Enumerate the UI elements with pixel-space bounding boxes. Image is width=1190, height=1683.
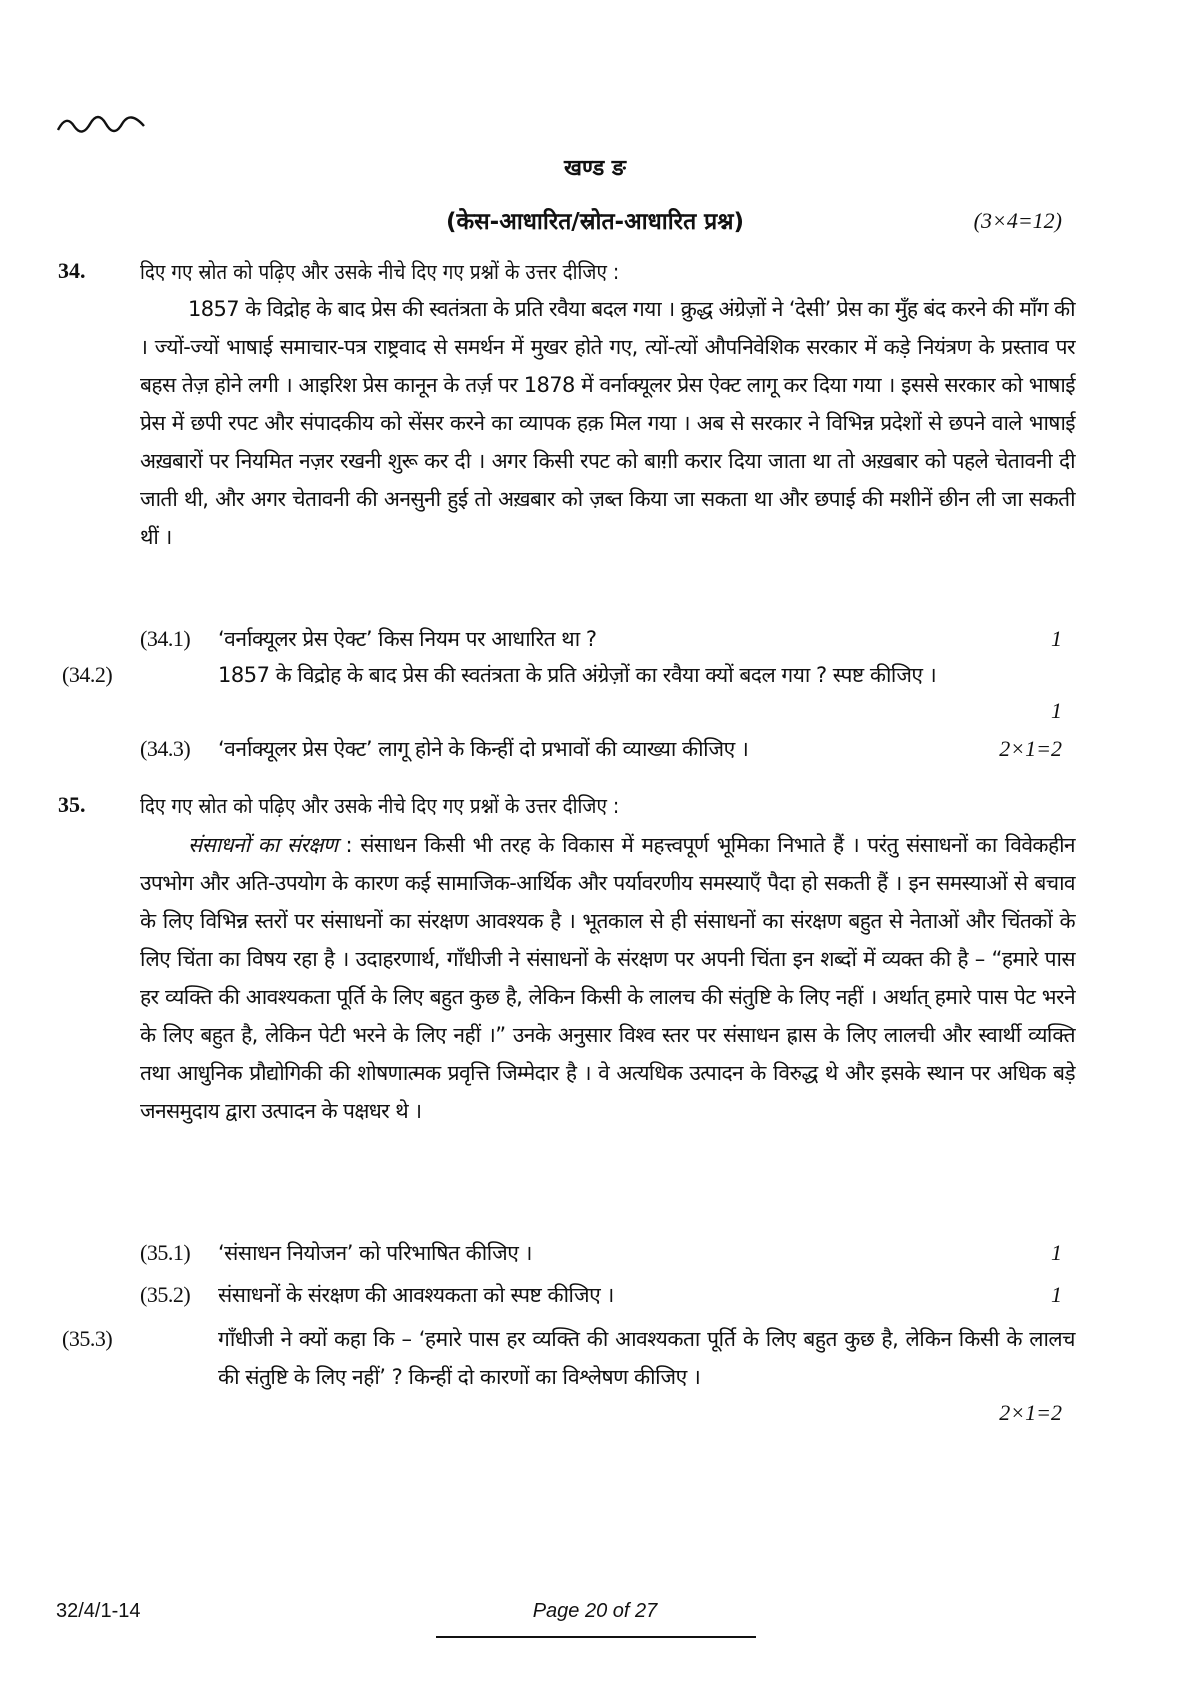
subquestion-text: संसाधनों के संरक्षण की आवश्यकता को स्पष्ट कीजिए । bbox=[218, 1283, 614, 1307]
subquestion-label: (35.1) bbox=[140, 1240, 191, 1265]
question-instruction: दिए गए स्रोत को पढ़िए और उसके नीचे दिए गए प्रश्नों के उत्तर दीजिए : bbox=[140, 260, 620, 284]
marks: 1 bbox=[1051, 1240, 1062, 1265]
subquestion-text: ‘वर्नाक्यूलर प्रेस ऐक्ट’ लागू होने के किन्हीं दो प्रभावों की व्याख्या कीजिए । bbox=[218, 737, 749, 761]
subquestion-label: (34.2) bbox=[62, 662, 113, 687]
marks: 1 bbox=[1051, 1282, 1062, 1307]
subquestion bbox=[62, 656, 1075, 694]
subquestion-text: गाँधीजी ने क्यों कहा कि – ‘हमारे पास हर व्यक्ति की आवश्यकता पूर्ति के लिए बहुत कुछ है, लेकिन किसी के लालच की संतुष्टि के लिए नहीं’ ? किन्हीं दो कारणों का विश्लेषण कीजिए । bbox=[218, 1327, 1075, 1389]
section-subtitle: (केस-आधारित/स्रोत-आधारित प्रश्न) bbox=[445, 209, 745, 235]
marks: 2×1=2 bbox=[999, 1400, 1062, 1425]
passage-text: : संसाधन किसी भी तरह के विकास में महत्त्वपूर्ण भूमिका निभाते हैं । परंतु संसाधनों का विवेकहीन उपभोग और अति-उपयोग के कारण कई सामाजिक-आर्थिक और पर्यावरणीय समस्याएँ पैदा हो सकती हैं । इन समस्याओं से बचाव के लिए विभिन्न स्तरों पर संसाधनों का संरक्षण आवश्यक है । भूतकाल से ही संसाधनों का संरक्षण बहुत से नेताओं और चिंतकों के लिए चिंता का विषय रहा है । उदाहरणार्थ, गाँधीजी ने संसाधनों के संरक्षण पर अपनी चिंता इन शब्दों में व्यक्त की है – “हमारे पास हर व्यक्ति की आवश्यकता पूर्ति के लिए बहुत कुछ है, लेकिन किसी के लालच की संतुष्टि के लिए नहीं । अर्थात् हमारे पास पेट भरने के लिए बहुत है, लेकिन पेटी भरने के लिए नहीं ।” उनके अनुसार विश्व स्तर पर संसाधन ह्रास के लिए लालची और स्वार्थी व्यक्ति तथा आधुनिक प्रौद्योगिकी की शोषणात्मक प्रवृत्ति जिम्मेदार है । वे अत्यधिक उत्पादन के विरुद्ध थे और इसके स्थान पर अधिक बड़े जनसमुदाय द्वारा उत्पादन के पक्षधर थे । bbox=[140, 833, 1075, 1123]
question-number: 35. bbox=[58, 792, 86, 817]
wave-icon bbox=[56, 112, 146, 138]
marks: 1 bbox=[1051, 626, 1062, 651]
passage-text: 1857 के विद्रोह के बाद प्रेस की स्वतंत्रता के प्रति रवैया बदल गया । क्रुद्ध अंग्रेज़ों ने ‘देसी’ प्रेस का मुँह बंद करने की माँग की । ज्यों-ज्यों भाषाई समाचार-पत्र राष्ट्रवाद से समर्थन में मुखर होते गए, त्यों-त्यों औपनिवेशिक सरकार में कड़े नियंत्रण के प्रस्ताव पर बहस तेज़ होने लगी । आइरिश प्रेस कानून के तर्ज़ पर 1878 में वर्नाक्यूलर प्रेस ऐक्ट लागू कर दिया गया । इससे सरकार को भाषाई प्रेस में छपी रपट और संपादकीय को सेंसर करने का व्यापक हक़ मिल गया । अब से सरकार ने विभिन्न प्रदेशों से छपने वाले भाषाई अख़बारों पर नियमित नज़र रखनी शुरू कर दी । अगर किसी रपट को बाग़ी करार दिया जाता था तो अख़बार को पहले चेतावनी दी जाती थी, और अगर चेतावनी की अनसुनी हुई तो अख़बार को ज़ब्त किया जा सकता था और छपाई की मशीनें छीन ली जा सकती थीं । bbox=[140, 297, 1075, 549]
question-number: 34. bbox=[58, 258, 86, 283]
paper-code: 32/4/1-14 bbox=[56, 1600, 141, 1622]
footer-divider bbox=[436, 1636, 756, 1638]
section-marks: (3×4=12) bbox=[973, 208, 1062, 233]
subquestion-label: (34.3) bbox=[140, 736, 191, 761]
question-instruction: दिए गए स्रोत को पढ़िए और उसके नीचे दिए गए प्रश्नों के उत्तर दीजिए : bbox=[140, 794, 620, 818]
subquestion bbox=[140, 1234, 1075, 1272]
subquestion bbox=[62, 1320, 1075, 1396]
subquestion-label: (35.3) bbox=[62, 1326, 113, 1351]
marks: 1 bbox=[1051, 698, 1062, 723]
section-title: खण्ड ङ bbox=[564, 156, 626, 181]
subquestion-label: (35.2) bbox=[140, 1282, 191, 1307]
subquestion-text: 1857 के विद्रोह के बाद प्रेस की स्वतंत्रता के प्रति अंग्रेज़ों का रवैया क्यों बदल गया ? स्पष्ट कीजिए । bbox=[218, 663, 937, 687]
subquestion-label: (34.1) bbox=[140, 626, 191, 651]
subquestion-text: ‘संसाधन नियोजन’ को परिभाषित कीजिए । bbox=[218, 1241, 533, 1265]
source-passage bbox=[140, 826, 1075, 1130]
source-passage bbox=[140, 290, 1075, 556]
subquestion bbox=[140, 730, 1075, 768]
subquestion bbox=[140, 1276, 1075, 1314]
passage-title: संसाधनों का संरक्षण bbox=[188, 833, 338, 857]
subquestion-text: ‘वर्नाक्यूलर प्रेस ऐक्ट’ किस नियम पर आधारित था ? bbox=[218, 627, 597, 651]
subquestion bbox=[140, 620, 1075, 658]
marks: 2×1=2 bbox=[999, 736, 1062, 761]
page-number: Page 20 of 27 bbox=[532, 1600, 658, 1622]
